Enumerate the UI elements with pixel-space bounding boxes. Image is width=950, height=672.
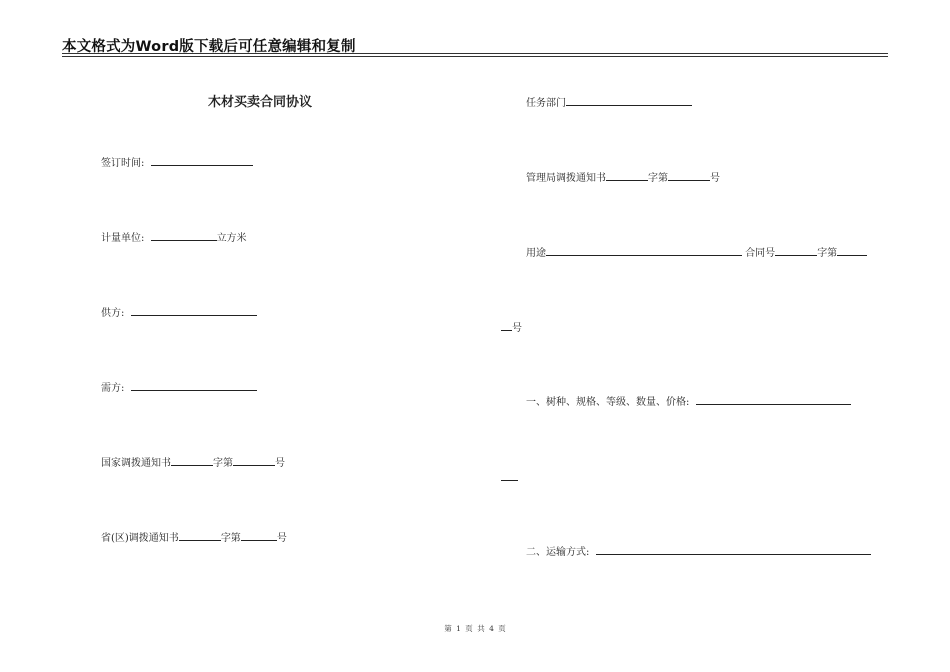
national-notice-hao: 号 xyxy=(275,458,285,469)
supplier-blank xyxy=(131,305,257,316)
province-notice-line xyxy=(101,530,287,545)
footer-di: 第 xyxy=(444,624,452,633)
supplier-label: 供方: xyxy=(101,308,125,319)
sign-time-label: 签订时间: xyxy=(101,158,145,169)
unit-suffix: 立方米 xyxy=(216,233,247,244)
buyer-line xyxy=(101,380,257,395)
bureau-notice-blank-2 xyxy=(668,170,710,181)
national-notice-line xyxy=(101,455,285,470)
bureau-notice-blank-1 xyxy=(606,170,648,181)
province-notice-blank-1 xyxy=(179,530,221,541)
usage-label: 用途 xyxy=(526,248,546,259)
national-notice-zi-di: 字第 xyxy=(213,458,233,469)
contract-no-label: 合同号 xyxy=(745,248,776,259)
footer-ye-2: 页 xyxy=(498,624,506,633)
footer-total-pages: 4 xyxy=(489,624,494,633)
bureau-notice-label: 管理局调拨通知书 xyxy=(526,173,606,184)
supplier-line xyxy=(101,305,257,320)
province-notice-blank-2 xyxy=(241,530,277,541)
contract-no-continuation xyxy=(501,320,522,335)
contract-no-blank-3 xyxy=(501,320,512,331)
buyer-blank xyxy=(131,380,257,391)
province-notice-hao: 号 xyxy=(276,533,287,544)
buyer-label: 需方: xyxy=(101,383,125,394)
contract-no-hao: 号 xyxy=(512,323,522,334)
unit-line xyxy=(101,230,247,245)
clause-1-line xyxy=(526,394,851,409)
header-divider xyxy=(62,53,888,54)
footer-ye: 页 xyxy=(465,624,473,633)
clause-2-label: 二、运输方式: xyxy=(526,547,590,558)
national-notice-blank-1 xyxy=(171,455,213,466)
unit-label: 计量单位: xyxy=(101,233,145,244)
unit-blank xyxy=(151,230,217,241)
province-notice-label: 省(区)调拨通知书 xyxy=(101,533,179,544)
contract-no-zi-di: 字第 xyxy=(817,248,838,259)
sign-time-line xyxy=(101,155,253,170)
national-notice-blank-2 xyxy=(233,455,275,466)
bureau-notice-hao: 号 xyxy=(710,173,720,184)
bureau-notice-zi-di: 字第 xyxy=(648,173,668,184)
contract-no-blank-2 xyxy=(837,245,867,256)
clause-1-blank xyxy=(696,394,851,405)
bureau-notice-line xyxy=(526,170,720,185)
contract-no-blank-1 xyxy=(775,245,817,256)
clause-1-label: 一、树种、规格、等级、数量、价格: xyxy=(526,397,690,408)
task-dept-blank xyxy=(566,95,692,106)
clause-2-line xyxy=(526,544,871,559)
task-dept-label: 任务部门 xyxy=(526,98,566,109)
clause-1-blank-continued xyxy=(501,470,518,481)
usage-line xyxy=(526,245,867,260)
header-divider-secondary xyxy=(62,56,888,57)
clause-1-continuation xyxy=(501,470,518,485)
footer-page-number: 1 xyxy=(456,624,461,633)
footer-gong: 共 xyxy=(477,624,485,633)
usage-blank xyxy=(546,245,742,256)
task-dept-line xyxy=(526,95,692,110)
national-notice-label: 国家调拨通知书 xyxy=(101,458,171,469)
header-title: 本文格式为Word版下载后可任意编辑和复制 xyxy=(62,39,356,55)
sign-time-blank xyxy=(151,155,253,166)
province-notice-zi-di: 字第 xyxy=(220,533,241,544)
clause-2-blank xyxy=(596,544,871,555)
page-footer xyxy=(0,623,950,634)
document-title: 木材买卖合同协议 xyxy=(207,95,312,110)
